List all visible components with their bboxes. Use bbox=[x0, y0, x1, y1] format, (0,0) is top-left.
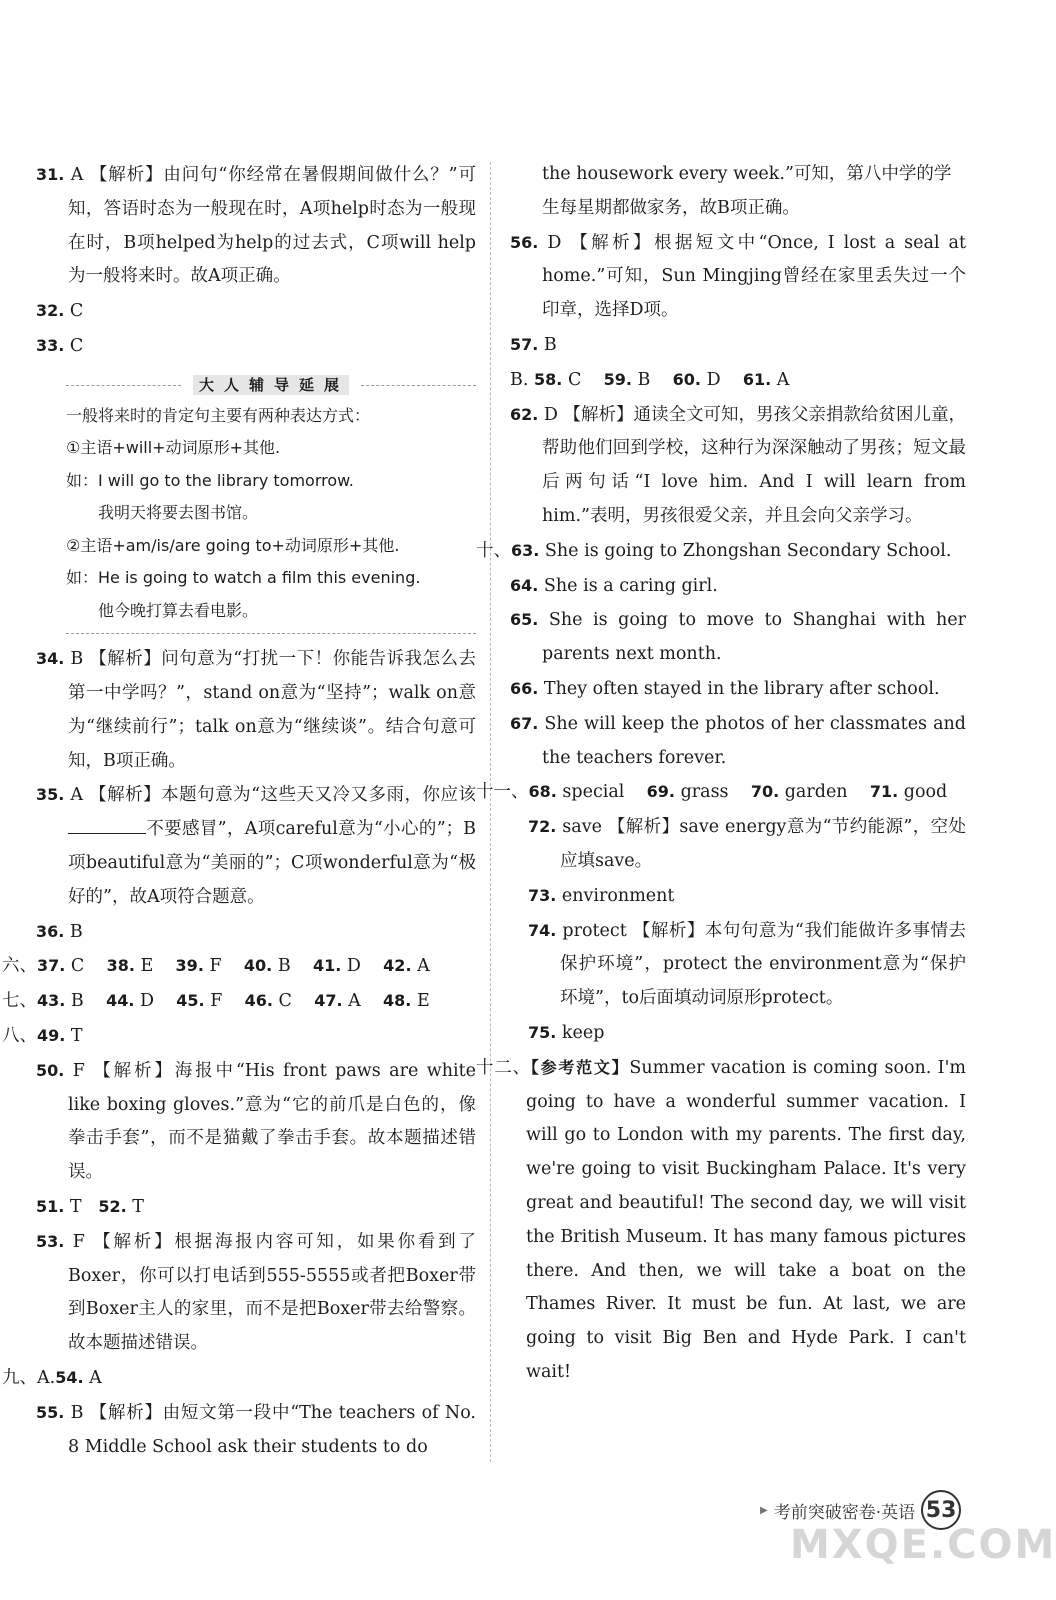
tutoring-box-title: 大人辅导延展 bbox=[181, 369, 361, 403]
tutoring-example-2-translation: 他今晚打算去看电影。 bbox=[98, 600, 259, 620]
answer-75: 75. keep bbox=[528, 1022, 605, 1043]
answer-72: 72. save 【解析】save energy意为“节约能源”，空处应填save。 bbox=[528, 817, 966, 871]
tutoring-rule-2: ②主语+am/is/are going to+动词原形+其他. bbox=[66, 535, 400, 555]
section-8-answer-49: 八、49. T bbox=[2, 1026, 83, 1047]
tutoring-box bbox=[66, 372, 476, 635]
left-column bbox=[2, 158, 476, 1464]
answer-66: 66. They often stayed in the library after school. bbox=[510, 678, 940, 699]
answer-56: 56. D 【解析】根据短文中“Once, I lost a seal at home.”可知，Sun Mingjing曾经在家里丢失过一个印章，选择D项。 bbox=[510, 232, 966, 321]
right-column bbox=[476, 158, 967, 1390]
fill-blank bbox=[68, 815, 146, 834]
section-11-answers: 十一、68. special 69. grass 70. garden 71. good bbox=[476, 782, 948, 803]
answer-57: 57. B bbox=[510, 334, 557, 355]
answer-34: 34. B 【解析】问句意为“打扰一下！你能告诉我怎么去第一中学吗？”，stand on意为“坚持”；walk on意为“继续前行”；talk on意为“继续谈”。结合句意可知，B项正确。 bbox=[36, 649, 476, 771]
answer-65: 65. She is going to move to Shanghai with her parents next month. bbox=[510, 610, 966, 665]
answer-64: 64. She is a caring girl. bbox=[510, 575, 718, 596]
answer-33: 33. C bbox=[36, 335, 84, 356]
answer-50: 50. F 【解析】海报中“His front paws are white like boxing gloves.”意为“它的前爪是白色的，像拳击手套”，而不是猫戴了拳击手套。故本题描述错误。 bbox=[36, 1060, 476, 1183]
watermark: MXQE.COM bbox=[790, 1522, 1056, 1568]
answer-35: 35. A 【解析】本题句意为“这些天又冷又多雨，你应该不要感冒”，A项careful意为“小心的”；B项beautiful意为“美丽的”；C项wonderful意为“极好的”，故A项符合题意。 bbox=[36, 785, 476, 907]
answer-36: 36. B bbox=[36, 921, 83, 942]
answer-67: 67. She will keep the photos of her classmates and the teachers forever. bbox=[510, 713, 966, 768]
section-12-sample-essay: 十二、【参考范文】Summer vacation is coming soon. I'm going to have a wonderful summer vacation. I will go to London with my parents. The first day, we're going to visit Buckingham Palace. It's very great and beautiful! The second day, we will visit the British Museum. It has many famous pictures there. And then, we will take a boat on the Thames River. It must be fun. At last, we are going to visit Big Ben and Hyde Park. I can't wait! bbox=[476, 1057, 966, 1382]
footer-arrow-icon: ▶ bbox=[760, 1504, 768, 1516]
footer-book-title: 考前突破密卷·英语 bbox=[773, 1502, 916, 1523]
answer-53: 53. F 【解析】根据海报内容可知，如果你看到了Boxer，你可以打电话到555-5555或者把Boxer带到Boxer主人的家里，而不是把Boxer带去给警察。故本题描述错误。 bbox=[36, 1231, 476, 1354]
section-10-answer-63: 十、63. She is going to Zhongshan Secondary School. bbox=[476, 540, 952, 561]
section-6-answers: 六、37. C 38. E 39. F 40. B 41. D 42. A bbox=[2, 956, 430, 977]
answer-73: 73. environment bbox=[528, 885, 675, 906]
section-7-answers: 七、43. B 44. D 45. F 46. C 47. A 48. E bbox=[2, 991, 430, 1012]
answer-62: 62. D 【解析】通读全文可知，男孩父亲捐款给贫困儿童，帮助他们回到学校，这种行为深深触动了男孩；短文最后两句话“I love him. And I will learn from him.”表明，男孩很爱父亲，并且会向父亲学习。 bbox=[510, 404, 967, 526]
tutoring-rule-1: ①主语+will+动词原形+其他. bbox=[66, 438, 281, 458]
section-b-answers: B. 58. C 59. B 60. D 61. A bbox=[510, 369, 790, 390]
answer-51-52: 51. T 52. T bbox=[36, 1197, 144, 1218]
page-number: 53 bbox=[921, 1490, 961, 1530]
answer-31: 31. A 【解析】由问句“你经常在暑假期间做什么？”可知，答语时态为一般现在时，A项help时态为一般现在时，B项helped为help的过去式，C项will help为一般将来时。故A项正确。 bbox=[36, 165, 476, 287]
answer-74: 74. protect 【解析】本句句意为“我们能做许多事情去保护环境”，protect the environment意为“保护环境”，to后面填动词原形protect。 bbox=[528, 920, 966, 1009]
section-9-answer-54: 九、A.54. A bbox=[2, 1368, 102, 1389]
tutoring-example-1: 如：I will go to the library tomorrow. bbox=[66, 470, 354, 490]
tutoring-intro: 一般将来时的肯定句主要有两种表达方式： bbox=[66, 405, 371, 425]
tutoring-example-1-translation: 我明天将要去图书馆。 bbox=[98, 503, 259, 523]
answer-55: 55. B 【解析】由短文第一段中“The teachers of No. 8 Middle School ask their students to do bbox=[36, 1402, 476, 1457]
tutoring-example-2: 如：He is going to watch a film this evening. bbox=[66, 568, 421, 588]
answer-32: 32. C bbox=[36, 301, 84, 322]
answer-55-continued: the housework every week.”可知，第八中学的学生每星期都做家务，故B项正确。 bbox=[542, 164, 952, 218]
